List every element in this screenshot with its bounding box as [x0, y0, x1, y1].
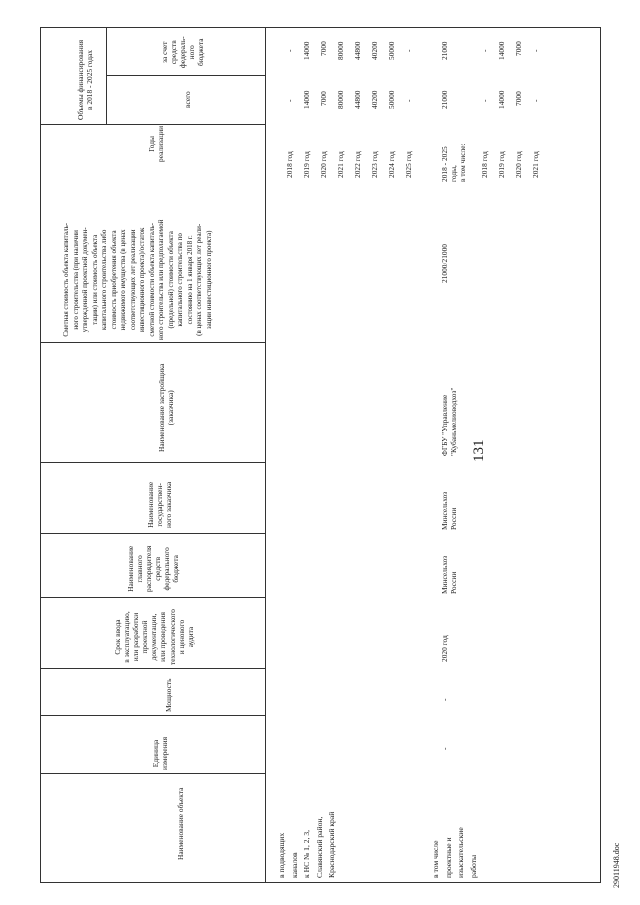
- cell-federal: 14000: [302, 41, 311, 60]
- header-state-customer: Наименование государствен- ного заказчика: [146, 481, 174, 528]
- cell-federal: 44800: [353, 41, 362, 60]
- cell-federal: 7000: [319, 41, 328, 56]
- header-total: всего: [183, 91, 192, 108]
- table-row: 2020 год: [514, 151, 523, 178]
- funding-subheader-line: [106, 27, 107, 125]
- cell-total: -: [480, 99, 489, 102]
- header-federal: за счет средств федераль- ного бюджета: [160, 36, 206, 68]
- header-divider: [265, 27, 266, 883]
- cell-federal: 50000: [387, 41, 396, 60]
- block2-cost: 21000/21000: [440, 243, 449, 283]
- block2-capacity: -: [440, 698, 449, 701]
- block2-state-customer: Минсельхоз России: [440, 491, 459, 530]
- table-row: 2024 год: [387, 151, 396, 178]
- cell-total: 44800: [353, 90, 362, 109]
- header-commissioning: Срок ввода в эксплуатацию, или разработки проектной документации, или проведения технологического и ценового аудита: [113, 609, 195, 665]
- cell-federal: -: [285, 49, 294, 52]
- header-funding-title: Объемы финансирования в 2018 - 2025 годах: [76, 39, 95, 120]
- table-row: 2020 год: [319, 151, 328, 178]
- col-line: [40, 668, 266, 669]
- cell-total: 7000: [319, 91, 328, 106]
- table-row: 2023 год: [370, 151, 379, 178]
- table-row: 2019 год: [497, 151, 506, 178]
- header-developer: Наименование застройщика (заказчика): [157, 363, 176, 452]
- table-border-left: [40, 27, 41, 883]
- block2-period-total: 21000: [440, 90, 449, 109]
- col-line: [40, 715, 266, 716]
- funding-split-line: [106, 75, 266, 76]
- header-estimated-cost: Сметная стоимость объекта капиталь- ного строительства (при наличии утвержденной проектной докумен- тации) или стоимость объекта капитального строительства либо стоимость приобретения объекта недвижимого имущества (в ценах соответствующих лет реализации инвестиционного проекта)/остаток сметной стоимости объекта капиталь- ного строительства или предполагаемой (предельной) стоимости объекта капитального строительства по состоянию на 1 января 2018 г. (в ценах соответствующих лет реали- зации инвестиционного проекта): [62, 219, 213, 340]
- cell-federal: -: [404, 49, 413, 52]
- col-line: [40, 342, 266, 343]
- col-line: [40, 533, 266, 534]
- header-unit: Единица измерения: [151, 736, 170, 770]
- block2-commissioning: 2020 год: [440, 635, 449, 662]
- cell-total: -: [531, 99, 540, 102]
- cell-total: -: [404, 99, 413, 102]
- block2-period: 2018 - 2025 годы, в том числе:: [440, 143, 468, 182]
- table-row: 2022 год: [353, 151, 362, 178]
- table-row: 2018 год: [480, 151, 489, 178]
- table-row: 2019 год: [302, 151, 311, 178]
- cell-federal: -: [531, 49, 540, 52]
- page-number: 131: [471, 439, 487, 462]
- cell-total: 50000: [387, 90, 396, 109]
- block2-developer: ФГБУ "Управление "Кубаньмелиоводхоз": [440, 387, 459, 456]
- header-main-manager: Наименование главного распорядителя средств федерального бюджета: [126, 545, 181, 592]
- header-capacity: Мощность: [164, 678, 173, 712]
- cell-total: 7000: [514, 91, 523, 106]
- table-border-top: [40, 27, 600, 28]
- table-border-right: [600, 27, 601, 883]
- footer-filename: 29011948.doc: [612, 842, 621, 888]
- cell-total: 80000: [336, 90, 345, 109]
- table-border-bottom: [40, 882, 600, 883]
- col-line: [40, 124, 266, 125]
- col-line: [40, 773, 266, 774]
- cell-total: 14000: [497, 90, 506, 109]
- block2-period-federal: 21000: [440, 41, 449, 60]
- header-object-name: Наименование объекта: [176, 787, 185, 860]
- cell-federal: 80000: [336, 41, 345, 60]
- table-row: 2025 год: [404, 151, 413, 178]
- cell-total: 14000: [302, 90, 311, 109]
- table-row: 2018 год: [285, 151, 294, 178]
- cell-total: -: [285, 99, 294, 102]
- cell-total: 40200: [370, 90, 379, 109]
- table-row: 2021 год: [531, 151, 540, 178]
- col-line: [40, 462, 266, 463]
- block2-unit: -: [440, 747, 449, 750]
- header-years: Годы реализации: [147, 125, 166, 162]
- cell-federal: 14000: [497, 41, 506, 60]
- table-row: 2021 год: [336, 151, 345, 178]
- block2-object-name: в том числе проектные и изыскательские работы: [431, 827, 478, 878]
- cell-federal: 7000: [514, 41, 523, 56]
- col-line: [40, 597, 266, 598]
- block1-object-name: в подводящих каналов к НС № 1, 2, 3, Славянский район, Краснодарский край: [277, 811, 336, 878]
- block2-main-manager: Минсельхоз России: [440, 555, 459, 594]
- cell-federal: 40200: [370, 41, 379, 60]
- cell-federal: -: [480, 49, 489, 52]
